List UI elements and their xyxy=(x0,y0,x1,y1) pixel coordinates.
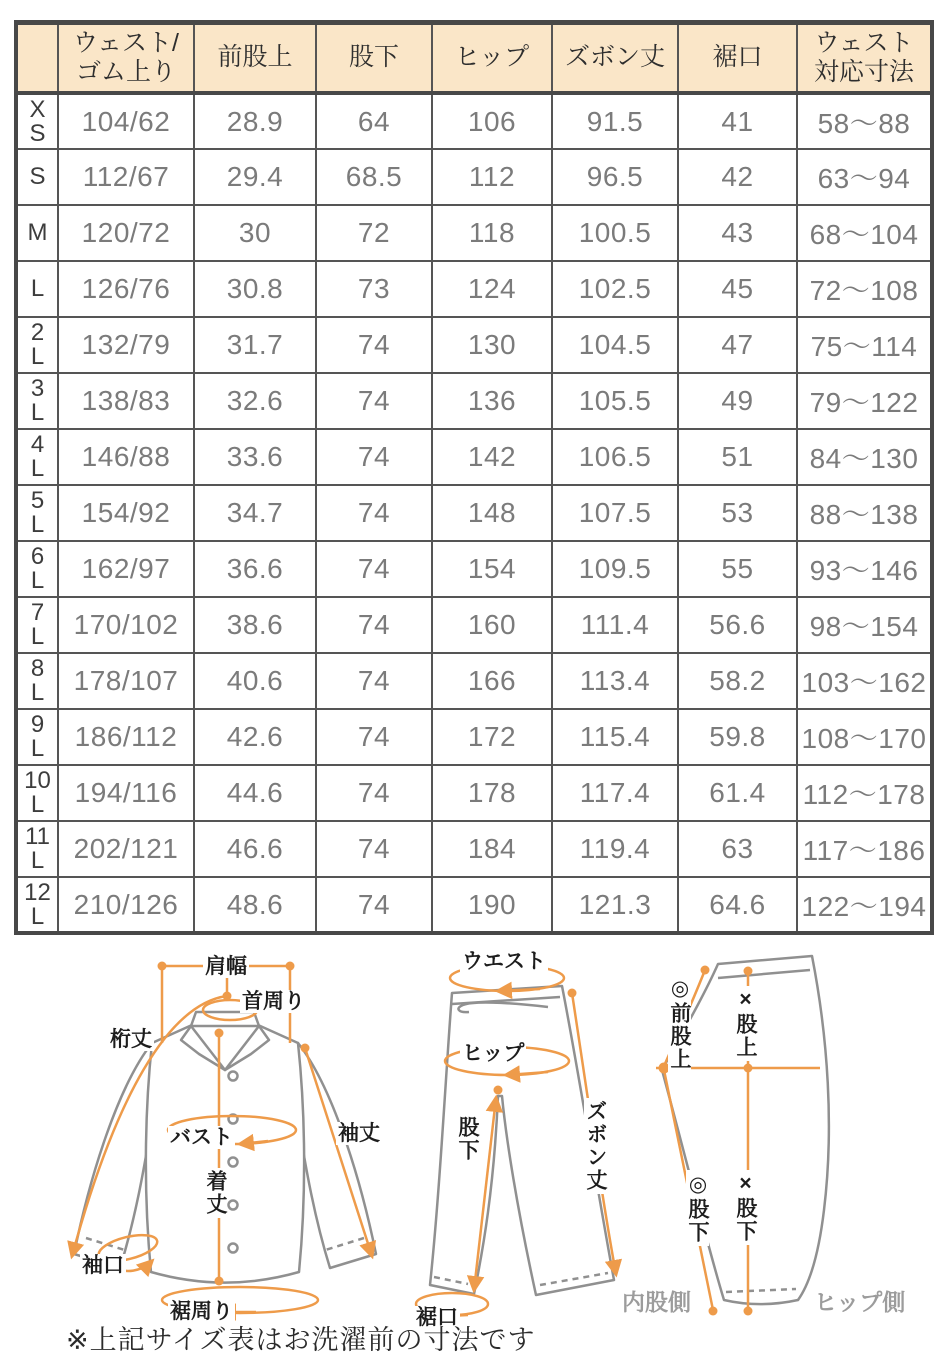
measurement-cell: 96.5 xyxy=(552,149,678,205)
neck-label: 首周り xyxy=(242,990,305,1013)
size-row-10L xyxy=(16,765,932,821)
measurement-cell: 178/107 xyxy=(58,653,194,709)
measurement-cell: 68～104 xyxy=(797,205,932,261)
measurement-cell: 49 xyxy=(678,373,797,429)
measurement-cell: 61.4 xyxy=(678,765,797,821)
measurement-cell: 186/112 xyxy=(58,709,194,765)
measurement-cell: 115.4 xyxy=(552,709,678,765)
measurement-cell: 108～170 xyxy=(797,709,932,765)
measurement-cell: 103～162 xyxy=(797,653,932,709)
size-label: L xyxy=(16,261,58,317)
column-header: ヒップ xyxy=(432,23,552,94)
measurement-cell: 120/72 xyxy=(58,205,194,261)
size-label: 8 L xyxy=(16,653,58,709)
pants-length-label: ズボン丈 xyxy=(584,1100,607,1192)
column-header: 裾口 xyxy=(678,23,797,94)
size-row-5L xyxy=(16,485,932,541)
hem-around-label: 裾周り xyxy=(170,1300,233,1323)
size-label: 3 L xyxy=(16,373,58,429)
size-label: 11 L xyxy=(16,821,58,877)
size-row-XS xyxy=(16,93,932,149)
measurement-cell: 104/62 xyxy=(58,93,194,149)
size-label: S xyxy=(16,149,58,205)
measurement-cell: 138/83 xyxy=(58,373,194,429)
measurement-cell: 64 xyxy=(316,93,432,149)
measurement-cell: 178 xyxy=(432,765,552,821)
measurement-cell: 100.5 xyxy=(552,205,678,261)
measurement-cell: 33.6 xyxy=(194,429,316,485)
measurement-cell: 154/92 xyxy=(58,485,194,541)
measurement-cell: 102.5 xyxy=(552,261,678,317)
measurement-cell: 72～108 xyxy=(797,261,932,317)
measurement-cell: 130 xyxy=(432,317,552,373)
size-row-9L xyxy=(16,709,932,765)
size-label: 5 L xyxy=(16,485,58,541)
measurement-cell: 51 xyxy=(678,429,797,485)
hip-label: ヒップ xyxy=(462,1042,525,1065)
measurement-cell: 190 xyxy=(432,877,552,933)
measurement-cell: 117.4 xyxy=(552,765,678,821)
measurement-cell: 79～122 xyxy=(797,373,932,429)
measurement-cell: 146/88 xyxy=(58,429,194,485)
size-row-6L xyxy=(16,541,932,597)
size-label: 7 L xyxy=(16,597,58,653)
measurement-cell: 112～178 xyxy=(797,765,932,821)
cuff-label: 袖口 xyxy=(82,1254,124,1277)
measurement-cell: 109.5 xyxy=(552,541,678,597)
body-length-label: 着丈 xyxy=(204,1170,227,1216)
hip-side-label: ヒップ側 xyxy=(814,1289,906,1315)
size-label: 10 L xyxy=(16,765,58,821)
measurement-cell: 42 xyxy=(678,149,797,205)
column-header: ウェスト/ ゴム上り xyxy=(58,23,194,94)
measurement-cell: 28.9 xyxy=(194,93,316,149)
measurement-cell: 74 xyxy=(316,485,432,541)
measurement-cell: 98～154 xyxy=(797,597,932,653)
inseam-a-label: ◎股下 xyxy=(686,1172,709,1244)
measurement-cell: 104.5 xyxy=(552,317,678,373)
size-label: 9 L xyxy=(16,709,58,765)
measurement-cell: 148 xyxy=(432,485,552,541)
measurement-cell: 74 xyxy=(316,541,432,597)
measurement-cell: 121.3 xyxy=(552,877,678,933)
measurement-cell: 111.4 xyxy=(552,597,678,653)
measurement-cell: 170/102 xyxy=(58,597,194,653)
measurement-cell: 74 xyxy=(316,877,432,933)
measurement-cell: 154 xyxy=(432,541,552,597)
size-row-4L xyxy=(16,429,932,485)
measurement-cell: 162/97 xyxy=(58,541,194,597)
measurement-cell: 63～94 xyxy=(797,149,932,205)
measurement-cell: 64.6 xyxy=(678,877,797,933)
size-row-7L xyxy=(16,597,932,653)
front-rise-label: ◎前股上 xyxy=(668,976,691,1071)
hem-opening-label: 裾口 xyxy=(416,1306,458,1329)
size-row-8L xyxy=(16,653,932,709)
measurement-cell: 48.6 xyxy=(194,877,316,933)
measurement-cell: 56.6 xyxy=(678,597,797,653)
measurement-cell: 43 xyxy=(678,205,797,261)
measurement-cell: 63 xyxy=(678,821,797,877)
size-label: 4 L xyxy=(16,429,58,485)
measurement-cell: 117～186 xyxy=(797,821,932,877)
size-row-M xyxy=(16,205,932,261)
measurement-cell: 136 xyxy=(432,373,552,429)
measurement-cell: 84～130 xyxy=(797,429,932,485)
measurement-cell: 74 xyxy=(316,429,432,485)
measurement-cell: 210/126 xyxy=(58,877,194,933)
measurement-cell: 106.5 xyxy=(552,429,678,485)
size-row-12L xyxy=(16,877,932,933)
measurement-cell: 74 xyxy=(316,765,432,821)
measurement-cell: 40.6 xyxy=(194,653,316,709)
column-header: 股下 xyxy=(316,23,432,94)
measurement-cell: 59.8 xyxy=(678,709,797,765)
size-label: 2 L xyxy=(16,317,58,373)
measurement-cell: 31.7 xyxy=(194,317,316,373)
measurement-cell: 73 xyxy=(316,261,432,317)
measurement-cell: 106 xyxy=(432,93,552,149)
measurement-cell: 55 xyxy=(678,541,797,597)
measurement-cell: 29.4 xyxy=(194,149,316,205)
size-table-header-row xyxy=(16,23,932,94)
measurement-cell: 74 xyxy=(316,653,432,709)
size-label: X S xyxy=(16,93,58,149)
measurement-cell: 74 xyxy=(316,709,432,765)
measurement-cell: 91.5 xyxy=(552,93,678,149)
measurement-cell: 41 xyxy=(678,93,797,149)
measurement-cell: 202/121 xyxy=(58,821,194,877)
measurement-cell: 47 xyxy=(678,317,797,373)
column-header: ズボン丈 xyxy=(552,23,678,94)
measurement-cell: 74 xyxy=(316,373,432,429)
size-row-L xyxy=(16,261,932,317)
measurement-cell: 172 xyxy=(432,709,552,765)
measurement-cell: 72 xyxy=(316,205,432,261)
measurement-cell: 74 xyxy=(316,821,432,877)
corner-cell xyxy=(16,23,58,94)
column-header: 前股上 xyxy=(194,23,316,94)
measurement-cell: 88～138 xyxy=(797,485,932,541)
bust-label: バスト xyxy=(170,1126,233,1149)
measurement-cell: 112/67 xyxy=(58,149,194,205)
size-table-body xyxy=(16,93,932,933)
sleeve-length-label: 袖丈 xyxy=(338,1122,380,1145)
measurement-cell: 74 xyxy=(316,317,432,373)
size-row-11L xyxy=(16,821,932,877)
size-row-S xyxy=(16,149,932,205)
size-label: 12 L xyxy=(16,877,58,933)
measurement-cell: 118 xyxy=(432,205,552,261)
measurement-cell: 160 xyxy=(432,597,552,653)
measurement-cell: 105.5 xyxy=(552,373,678,429)
measurement-cell: 68.5 xyxy=(316,149,432,205)
column-header: ウェスト 対応寸法 xyxy=(797,23,932,94)
size-row-2L xyxy=(16,317,932,373)
measurement-cell: 93～146 xyxy=(797,541,932,597)
measurement-cell: 34.7 xyxy=(194,485,316,541)
measurement-cell: 166 xyxy=(432,653,552,709)
measurement-cell: 194/116 xyxy=(58,765,194,821)
measurement-cell: 46.6 xyxy=(194,821,316,877)
inseam-b-label: ×股下 xyxy=(734,1172,757,1243)
measurement-cell: 107.5 xyxy=(552,485,678,541)
measurement-cell: 42.6 xyxy=(194,709,316,765)
inseam-label: 股下 xyxy=(456,1116,479,1162)
measurement-cell: 58～88 xyxy=(797,93,932,149)
size-row-3L xyxy=(16,373,932,429)
size-label: M xyxy=(16,205,58,261)
measurement-cell: 122～194 xyxy=(797,877,932,933)
measurement-cell: 113.4 xyxy=(552,653,678,709)
measurement-cell: 58.2 xyxy=(678,653,797,709)
measurement-cell: 124 xyxy=(432,261,552,317)
measurement-cell: 44.6 xyxy=(194,765,316,821)
measurement-cell: 30 xyxy=(194,205,316,261)
size-table xyxy=(14,20,934,935)
inner-side-label: 内股側 xyxy=(622,1289,691,1315)
pre-wash-note: ※上記サイズ表はお洗濯前の寸法です xyxy=(66,1325,536,1355)
measurement-cell: 32.6 xyxy=(194,373,316,429)
measurement-cell: 53 xyxy=(678,485,797,541)
measurement-cell: 142 xyxy=(432,429,552,485)
measurement-cell: 45 xyxy=(678,261,797,317)
measurement-cell: 112 xyxy=(432,149,552,205)
measurement-cell: 36.6 xyxy=(194,541,316,597)
size-label: 6 L xyxy=(16,541,58,597)
measurement-cell: 38.6 xyxy=(194,597,316,653)
shoulder-width-label: 肩幅 xyxy=(205,955,247,978)
yuki-label: 桁丈 xyxy=(110,1028,152,1051)
measurement-cell: 75～114 xyxy=(797,317,932,373)
measurement-cell: 119.4 xyxy=(552,821,678,877)
waist-label: ウエスト xyxy=(462,950,546,973)
rise-label: ×股上 xyxy=(734,988,757,1059)
measurement-diagrams xyxy=(0,948,940,1360)
measurement-cell: 132/79 xyxy=(58,317,194,373)
measurement-cell: 184 xyxy=(432,821,552,877)
measurement-cell: 30.8 xyxy=(194,261,316,317)
measurement-cell: 126/76 xyxy=(58,261,194,317)
measurement-cell: 74 xyxy=(316,597,432,653)
